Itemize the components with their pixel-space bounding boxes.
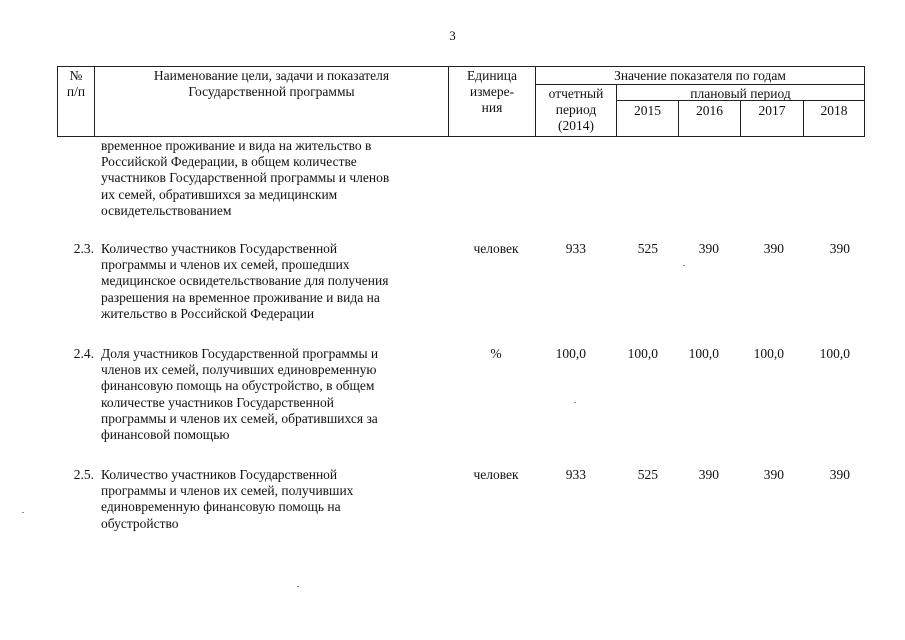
row-unit: человек <box>473 467 519 482</box>
value-2016: 390 <box>698 467 719 482</box>
row-unit: человек <box>473 241 519 256</box>
value-2017: 390 <box>763 241 784 256</box>
continued-text: временное проживание и вида на жительство в Российской Федерации, в общем количестве участников Государственной программы и членов их семей, обратившихся за медицинским освидетельствованием <box>101 138 390 218</box>
value-2014: 933 <box>565 467 586 482</box>
value-2015: 100,0 <box>627 346 658 361</box>
scan-speck <box>574 402 576 403</box>
value-2018: 390 <box>829 467 850 482</box>
header-border-top <box>57 66 865 67</box>
header-col-number: № п/п <box>66 68 86 100</box>
value-2018: 100,0 <box>819 346 850 361</box>
header-border-bottom <box>57 136 865 137</box>
header-year-2015: 2015 <box>634 103 661 118</box>
value-2015: 525 <box>637 467 658 482</box>
scan-speck <box>22 512 24 513</box>
page-number: 3 <box>449 28 456 43</box>
value-2016: 100,0 <box>688 346 719 361</box>
value-2017: 100,0 <box>753 346 784 361</box>
row-unit: % <box>490 346 502 361</box>
header-border-right <box>864 66 865 137</box>
row-number: 2.4. <box>73 346 94 361</box>
scan-speck <box>297 586 299 587</box>
scan-speck <box>683 265 685 266</box>
header-col-name: Наименование цели, задачи и показателя Государственной программы <box>153 68 390 100</box>
value-2018: 390 <box>829 241 850 256</box>
row-description: Доля участников Государственной программы и членов их семей, получивших единовременную финансовую помощь на обустройство, в общем количестве участников Государственной программы и членов их семей, обратившихся за финансовой помощью <box>101 346 379 442</box>
row-description: Количество участников Государственной программы и членов их семей, прошедших медицинское освидетельствование для получения разрешения на временное проживание и вида на жительство в Российской Федерации <box>101 241 389 321</box>
value-2015: 525 <box>637 241 658 256</box>
value-2014: 933 <box>565 241 586 256</box>
header-col-report-period: отчетный период (2014) <box>548 86 604 134</box>
row-number: 2.5. <box>73 467 94 482</box>
row-number: 2.3. <box>73 241 94 256</box>
header-year-2018: 2018 <box>820 103 848 118</box>
header-col-plan-period: плановый период <box>690 86 791 101</box>
row-description: Количество участников Государственной программы и членов их семей, получивших единовременную финансовую помощь на обустройство <box>101 467 354 531</box>
header-year-2017: 2017 <box>758 103 786 118</box>
header-year-2016: 2016 <box>696 103 723 118</box>
value-2016: 390 <box>698 241 719 256</box>
header-col-values: Значение показателя по годам <box>614 68 786 83</box>
header-col-unit: Единица измере- ния <box>466 68 517 116</box>
value-2014: 100,0 <box>555 346 586 361</box>
value-2017: 390 <box>763 467 784 482</box>
